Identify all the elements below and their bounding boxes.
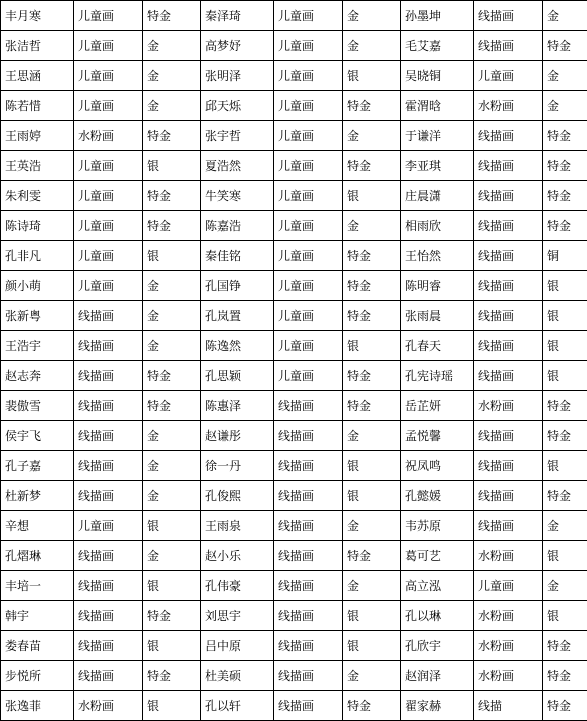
artwork-category-cell: 线描画 bbox=[474, 211, 543, 241]
award-level-cell: 特金 bbox=[543, 391, 587, 421]
student-name-cell: 孔欣宇 bbox=[401, 631, 474, 661]
student-name-cell: 朱利雯 bbox=[1, 181, 74, 211]
artwork-category-cell: 儿童画 bbox=[274, 301, 343, 331]
artwork-category-cell: 线描画 bbox=[474, 301, 543, 331]
student-name-cell: 徐一丹 bbox=[201, 451, 274, 481]
award-level-cell: 金 bbox=[143, 331, 201, 361]
table-row bbox=[1, 181, 587, 211]
artwork-category-cell: 水粉画 bbox=[474, 391, 543, 421]
artwork-category-cell: 儿童画 bbox=[274, 61, 343, 91]
student-name-cell: 陈嘉浩 bbox=[201, 211, 274, 241]
award-level-cell: 特金 bbox=[343, 391, 401, 421]
student-name-cell: 杜美硕 bbox=[201, 661, 274, 691]
artwork-category-cell: 儿童画 bbox=[74, 181, 143, 211]
artwork-category-cell: 水粉画 bbox=[74, 121, 143, 151]
award-level-cell: 金 bbox=[143, 91, 201, 121]
award-level-cell: 银 bbox=[143, 631, 201, 661]
artwork-category-cell: 儿童画 bbox=[74, 511, 143, 541]
artwork-category-cell: 儿童画 bbox=[74, 151, 143, 181]
artwork-category-cell: 水粉画 bbox=[474, 601, 543, 631]
artwork-category-cell: 儿童画 bbox=[274, 331, 343, 361]
award-level-cell: 金 bbox=[543, 61, 587, 91]
artwork-category-cell: 线描画 bbox=[74, 421, 143, 451]
award-level-cell: 特金 bbox=[343, 271, 401, 301]
artwork-category-cell: 线描画 bbox=[74, 361, 143, 391]
artwork-category-cell: 线描画 bbox=[74, 661, 143, 691]
artwork-category-cell: 儿童画 bbox=[274, 211, 343, 241]
award-level-cell: 银 bbox=[143, 571, 201, 601]
artwork-category-cell: 儿童画 bbox=[274, 241, 343, 271]
award-level-cell: 金 bbox=[343, 121, 401, 151]
table-row bbox=[1, 1, 587, 31]
award-level-cell: 特金 bbox=[143, 601, 201, 631]
student-name-cell: 刘思宇 bbox=[201, 601, 274, 631]
artwork-category-cell: 线描画 bbox=[274, 511, 343, 541]
student-name-cell: 侯宇飞 bbox=[1, 421, 74, 451]
student-name-cell: 步悦所 bbox=[1, 661, 74, 691]
artwork-category-cell: 水粉画 bbox=[474, 631, 543, 661]
artwork-category-cell: 水粉画 bbox=[74, 691, 143, 721]
student-name-cell: 葛可艺 bbox=[401, 541, 474, 571]
award-level-cell: 特金 bbox=[543, 481, 587, 511]
artwork-category-cell: 线描画 bbox=[74, 481, 143, 511]
student-name-cell: 张洁哲 bbox=[1, 31, 74, 61]
award-level-cell: 金 bbox=[143, 421, 201, 451]
award-level-cell: 特金 bbox=[143, 361, 201, 391]
award-level-cell: 银 bbox=[343, 451, 401, 481]
table-row bbox=[1, 121, 587, 151]
award-level-cell: 特金 bbox=[143, 1, 201, 31]
student-name-cell: 陈诗琦 bbox=[1, 211, 74, 241]
award-level-cell: 银 bbox=[343, 331, 401, 361]
student-name-cell: 赵小乐 bbox=[201, 541, 274, 571]
table-row bbox=[1, 91, 587, 121]
award-level-cell: 特金 bbox=[143, 391, 201, 421]
award-level-cell: 特金 bbox=[343, 361, 401, 391]
artwork-category-cell: 儿童画 bbox=[274, 121, 343, 151]
artwork-category-cell: 儿童画 bbox=[274, 181, 343, 211]
student-name-cell: 陈明睿 bbox=[401, 271, 474, 301]
award-level-cell: 金 bbox=[143, 481, 201, 511]
award-level-cell: 银 bbox=[143, 151, 201, 181]
award-level-cell: 金 bbox=[343, 1, 401, 31]
student-name-cell: 孔伟豪 bbox=[201, 571, 274, 601]
award-level-cell: 特金 bbox=[543, 421, 587, 451]
awards-table-body bbox=[1, 1, 587, 721]
award-level-cell: 特金 bbox=[343, 151, 401, 181]
student-name-cell: 张逸菲 bbox=[1, 691, 74, 721]
award-level-cell: 银 bbox=[343, 181, 401, 211]
table-row bbox=[1, 691, 587, 721]
student-name-cell: 孔以琳 bbox=[401, 601, 474, 631]
student-name-cell: 张新粤 bbox=[1, 301, 74, 331]
student-name-cell: 孔以轩 bbox=[201, 691, 274, 721]
student-name-cell: 孔懿媛 bbox=[401, 481, 474, 511]
student-name-cell: 王雨泉 bbox=[201, 511, 274, 541]
student-name-cell: 韦苏原 bbox=[401, 511, 474, 541]
student-name-cell: 孔春天 bbox=[401, 331, 474, 361]
student-name-cell: 王英浩 bbox=[1, 151, 74, 181]
award-level-cell: 特金 bbox=[143, 661, 201, 691]
artwork-category-cell: 线描画 bbox=[274, 481, 343, 511]
student-name-cell: 吴晓铜 bbox=[401, 61, 474, 91]
student-name-cell: 赵谦彤 bbox=[201, 421, 274, 451]
student-name-cell: 孔国铮 bbox=[201, 271, 274, 301]
artwork-category-cell: 线描画 bbox=[74, 391, 143, 421]
student-name-cell: 吕中原 bbox=[201, 631, 274, 661]
student-name-cell: 辛想 bbox=[1, 511, 74, 541]
artwork-category-cell: 线描画 bbox=[474, 451, 543, 481]
award-level-cell: 金 bbox=[143, 61, 201, 91]
award-level-cell: 特金 bbox=[543, 121, 587, 151]
table-row bbox=[1, 271, 587, 301]
artwork-category-cell: 儿童画 bbox=[474, 61, 543, 91]
artwork-category-cell: 线描画 bbox=[274, 571, 343, 601]
table-row bbox=[1, 601, 587, 631]
student-name-cell: 孔宪诗瑶 bbox=[401, 361, 474, 391]
artwork-category-cell: 线描画 bbox=[74, 541, 143, 571]
award-level-cell: 银 bbox=[143, 241, 201, 271]
award-level-cell: 特金 bbox=[343, 541, 401, 571]
artwork-category-cell: 儿童画 bbox=[474, 571, 543, 601]
award-level-cell: 银 bbox=[543, 331, 587, 361]
award-level-cell: 金 bbox=[143, 31, 201, 61]
student-name-cell: 李亚琪 bbox=[401, 151, 474, 181]
award-level-cell: 特金 bbox=[543, 181, 587, 211]
artwork-category-cell: 线描画 bbox=[274, 421, 343, 451]
artwork-category-cell: 线描画 bbox=[274, 451, 343, 481]
artwork-category-cell: 线描画 bbox=[74, 571, 143, 601]
table-row bbox=[1, 481, 587, 511]
table-row bbox=[1, 31, 587, 61]
award-level-cell: 特金 bbox=[143, 121, 201, 151]
award-level-cell: 金 bbox=[343, 421, 401, 451]
artwork-category-cell: 线描画 bbox=[474, 421, 543, 451]
award-level-cell: 金 bbox=[343, 31, 401, 61]
student-name-cell: 祝凤鸣 bbox=[401, 451, 474, 481]
table-row bbox=[1, 151, 587, 181]
table-row bbox=[1, 631, 587, 661]
award-level-cell: 金 bbox=[343, 511, 401, 541]
student-name-cell: 毛艾嘉 bbox=[401, 31, 474, 61]
award-level-cell: 金 bbox=[543, 91, 587, 121]
artwork-category-cell: 线描画 bbox=[74, 451, 143, 481]
student-name-cell: 相雨欣 bbox=[401, 211, 474, 241]
student-name-cell: 王雨婷 bbox=[1, 121, 74, 151]
table-row bbox=[1, 211, 587, 241]
student-name-cell: 王浩宇 bbox=[1, 331, 74, 361]
award-level-cell: 银 bbox=[543, 301, 587, 331]
artwork-category-cell: 水粉画 bbox=[474, 541, 543, 571]
student-name-cell: 夏浩然 bbox=[201, 151, 274, 181]
artwork-category-cell: 线描画 bbox=[274, 601, 343, 631]
table-row bbox=[1, 541, 587, 571]
student-name-cell: 丰培一 bbox=[1, 571, 74, 601]
table-row bbox=[1, 331, 587, 361]
award-level-cell: 银 bbox=[543, 541, 587, 571]
student-name-cell: 赵志奔 bbox=[1, 361, 74, 391]
award-level-cell: 金 bbox=[143, 271, 201, 301]
table-row bbox=[1, 301, 587, 331]
artwork-category-cell: 儿童画 bbox=[74, 211, 143, 241]
artwork-category-cell: 儿童画 bbox=[74, 271, 143, 301]
table-row bbox=[1, 571, 587, 601]
artwork-category-cell: 线描画 bbox=[274, 631, 343, 661]
student-name-cell: 陈若惜 bbox=[1, 91, 74, 121]
student-name-cell: 秦佳铭 bbox=[201, 241, 274, 271]
student-name-cell: 赵润泽 bbox=[401, 661, 474, 691]
student-name-cell: 颜小萌 bbox=[1, 271, 74, 301]
artwork-category-cell: 线描画 bbox=[474, 271, 543, 301]
student-name-cell: 高立泓 bbox=[401, 571, 474, 601]
award-level-cell: 银 bbox=[343, 61, 401, 91]
student-name-cell: 于谦洋 bbox=[401, 121, 474, 151]
artwork-category-cell: 儿童画 bbox=[74, 31, 143, 61]
artwork-category-cell: 线描画 bbox=[474, 121, 543, 151]
artwork-category-cell: 线描画 bbox=[474, 151, 543, 181]
award-level-cell: 特金 bbox=[143, 211, 201, 241]
student-name-cell: 裴傲雪 bbox=[1, 391, 74, 421]
artwork-category-cell: 儿童画 bbox=[274, 31, 343, 61]
student-name-cell: 孟悦馨 bbox=[401, 421, 474, 451]
award-level-cell: 特金 bbox=[543, 691, 587, 721]
student-name-cell: 孙墨坤 bbox=[401, 1, 474, 31]
student-name-cell: 王思涵 bbox=[1, 61, 74, 91]
artwork-category-cell: 儿童画 bbox=[274, 91, 343, 121]
artwork-category-cell: 线描画 bbox=[474, 31, 543, 61]
award-level-cell: 金 bbox=[543, 511, 587, 541]
table-row bbox=[1, 361, 587, 391]
award-level-cell: 金 bbox=[143, 541, 201, 571]
student-name-cell: 孔非凡 bbox=[1, 241, 74, 271]
student-name-cell: 娄春苗 bbox=[1, 631, 74, 661]
student-name-cell: 孔熠琳 bbox=[1, 541, 74, 571]
table-row bbox=[1, 241, 587, 271]
award-level-cell: 特金 bbox=[343, 241, 401, 271]
table-row bbox=[1, 391, 587, 421]
artwork-category-cell: 儿童画 bbox=[74, 61, 143, 91]
award-level-cell: 金 bbox=[543, 571, 587, 601]
award-level-cell: 银 bbox=[143, 511, 201, 541]
artwork-category-cell: 线描画 bbox=[274, 391, 343, 421]
table-row bbox=[1, 661, 587, 691]
student-name-cell: 霍渭晗 bbox=[401, 91, 474, 121]
student-name-cell: 张宇哲 bbox=[201, 121, 274, 151]
student-name-cell: 张明泽 bbox=[201, 61, 274, 91]
student-name-cell: 陈惠泽 bbox=[201, 391, 274, 421]
award-level-cell: 银 bbox=[343, 601, 401, 631]
table-row bbox=[1, 61, 587, 91]
artwork-category-cell: 线描画 bbox=[274, 691, 343, 721]
artwork-category-cell: 线描画 bbox=[274, 541, 343, 571]
award-level-cell: 特金 bbox=[343, 691, 401, 721]
student-name-cell: 高梦妤 bbox=[201, 31, 274, 61]
artwork-category-cell: 线描画 bbox=[474, 241, 543, 271]
artwork-category-cell: 儿童画 bbox=[274, 151, 343, 181]
table-row bbox=[1, 421, 587, 451]
award-level-cell: 金 bbox=[143, 451, 201, 481]
student-name-cell: 孔思颖 bbox=[201, 361, 274, 391]
award-level-cell: 银 bbox=[543, 271, 587, 301]
artwork-category-cell: 线描 bbox=[474, 691, 543, 721]
award-level-cell: 金 bbox=[543, 1, 587, 31]
artwork-category-cell: 儿童画 bbox=[74, 1, 143, 31]
student-name-cell: 庄晨潇 bbox=[401, 181, 474, 211]
student-name-cell: 岳芷妍 bbox=[401, 391, 474, 421]
award-level-cell: 银 bbox=[343, 631, 401, 661]
student-name-cell: 张雨晨 bbox=[401, 301, 474, 331]
student-name-cell: 杜新梦 bbox=[1, 481, 74, 511]
award-level-cell: 银 bbox=[143, 691, 201, 721]
artwork-category-cell: 线描画 bbox=[474, 361, 543, 391]
student-name-cell: 孔岚置 bbox=[201, 301, 274, 331]
artwork-category-cell: 线描画 bbox=[474, 511, 543, 541]
award-level-cell: 银 bbox=[543, 361, 587, 391]
award-level-cell: 银 bbox=[543, 601, 587, 631]
artwork-category-cell: 线描画 bbox=[74, 601, 143, 631]
award-level-cell: 金 bbox=[343, 661, 401, 691]
artwork-category-cell: 儿童画 bbox=[74, 91, 143, 121]
artwork-category-cell: 线描画 bbox=[474, 1, 543, 31]
student-name-cell: 邱天烁 bbox=[201, 91, 274, 121]
student-name-cell: 孔俊熙 bbox=[201, 481, 274, 511]
table-row bbox=[1, 451, 587, 481]
artwork-category-cell: 水粉画 bbox=[474, 91, 543, 121]
student-name-cell: 秦泽琦 bbox=[201, 1, 274, 31]
artwork-category-cell: 线描画 bbox=[474, 481, 543, 511]
artwork-category-cell: 儿童画 bbox=[274, 361, 343, 391]
award-level-cell: 特金 bbox=[543, 31, 587, 61]
student-name-cell: 王怡然 bbox=[401, 241, 474, 271]
student-name-cell: 韩宇 bbox=[1, 601, 74, 631]
award-level-cell: 特金 bbox=[143, 181, 201, 211]
award-level-cell: 金 bbox=[343, 211, 401, 241]
award-level-cell: 特金 bbox=[543, 631, 587, 661]
award-level-cell: 特金 bbox=[343, 301, 401, 331]
student-name-cell: 孔子嘉 bbox=[1, 451, 74, 481]
award-level-cell: 银 bbox=[543, 451, 587, 481]
award-level-cell: 金 bbox=[343, 571, 401, 601]
artwork-category-cell: 儿童画 bbox=[274, 1, 343, 31]
student-name-cell: 牛笑寒 bbox=[201, 181, 274, 211]
artwork-category-cell: 线描画 bbox=[274, 661, 343, 691]
artwork-category-cell: 线描画 bbox=[474, 181, 543, 211]
award-level-cell: 特金 bbox=[343, 91, 401, 121]
student-name-cell: 翟家赫 bbox=[401, 691, 474, 721]
artwork-category-cell: 线描画 bbox=[74, 631, 143, 661]
award-level-cell: 银 bbox=[343, 481, 401, 511]
award-level-cell: 铜 bbox=[543, 241, 587, 271]
artwork-category-cell: 儿童画 bbox=[74, 241, 143, 271]
artwork-category-cell: 水粉画 bbox=[474, 661, 543, 691]
student-name-cell: 丰月寒 bbox=[1, 1, 74, 31]
award-level-cell: 特金 bbox=[543, 661, 587, 691]
artwork-category-cell: 线描画 bbox=[74, 331, 143, 361]
artwork-category-cell: 儿童画 bbox=[274, 271, 343, 301]
award-level-cell: 金 bbox=[143, 301, 201, 331]
table-row bbox=[1, 511, 587, 541]
award-level-cell: 特金 bbox=[543, 211, 587, 241]
artwork-category-cell: 线描画 bbox=[74, 301, 143, 331]
artwork-category-cell: 线描画 bbox=[474, 331, 543, 361]
award-level-cell: 特金 bbox=[543, 151, 587, 181]
student-name-cell: 陈逸然 bbox=[201, 331, 274, 361]
